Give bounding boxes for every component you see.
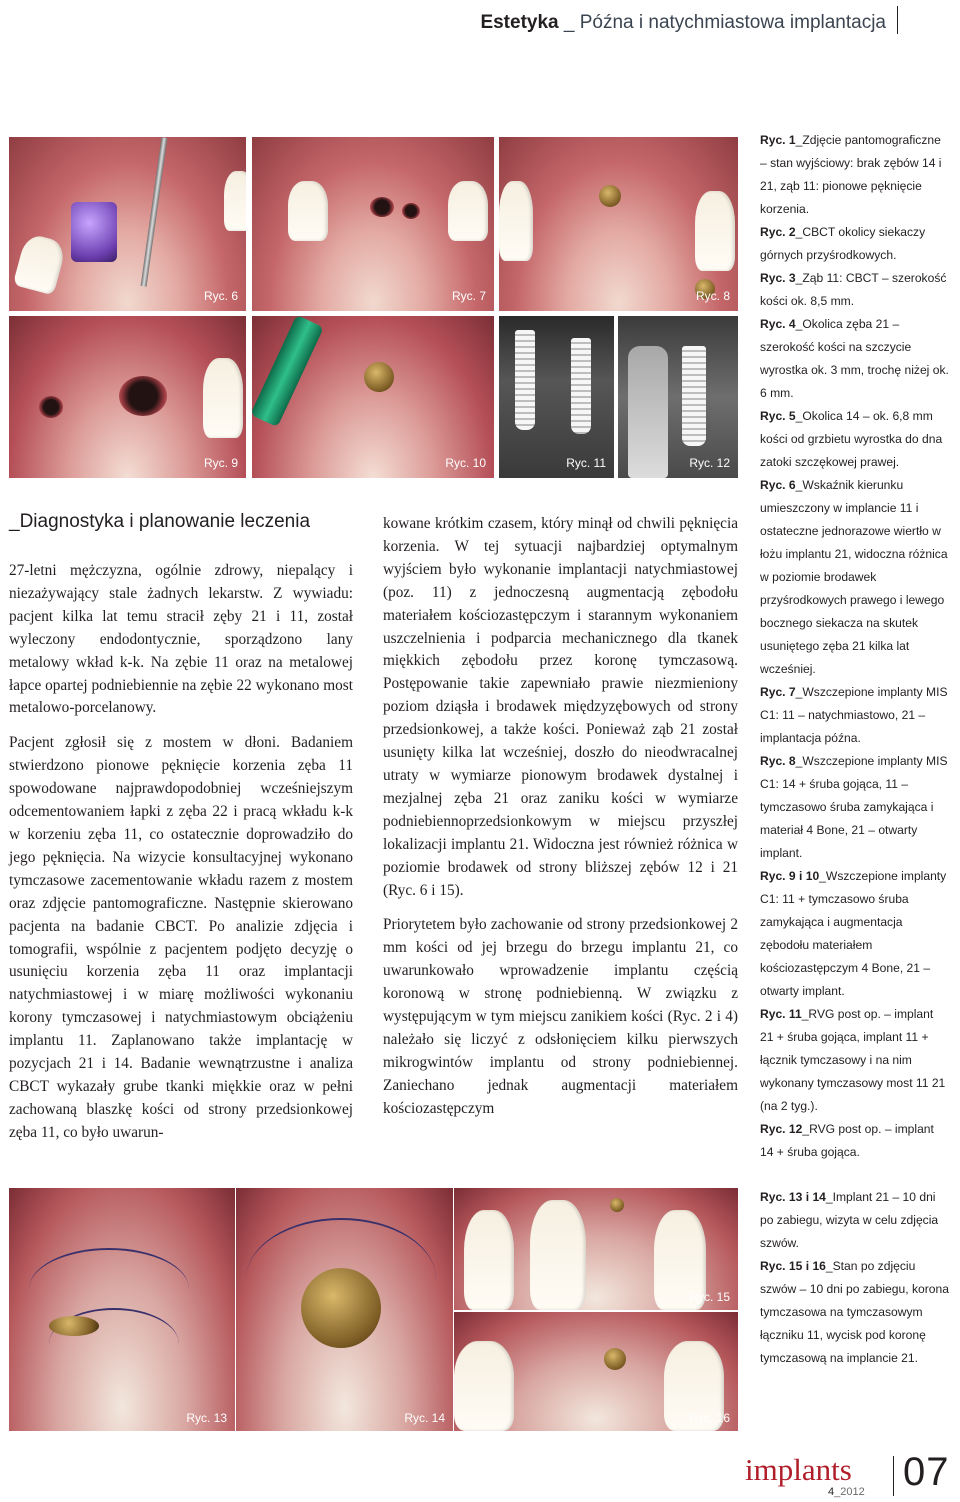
figure-16-caption: Ryc. 16 xyxy=(689,1411,730,1425)
figure-11-caption: Ryc. 11 xyxy=(566,456,606,470)
tooth-radiograph xyxy=(628,346,668,478)
tooth xyxy=(499,181,533,261)
healing-screw xyxy=(610,1198,624,1212)
header-separator: _ xyxy=(558,12,580,33)
caption-label: Ryc. 3 xyxy=(760,271,796,285)
healing-screw xyxy=(604,1348,626,1370)
page-number: 07 xyxy=(903,1450,950,1494)
figure-10-photo xyxy=(252,316,494,478)
body-column-middle xyxy=(383,513,738,1121)
implant-site xyxy=(370,197,394,217)
tooth xyxy=(203,358,243,438)
caption-text: _CBCT okolicy siekaczy górnych przyśrodkowych. xyxy=(760,225,926,262)
tooth xyxy=(13,232,68,295)
caption xyxy=(760,221,950,267)
figure-16-photo xyxy=(454,1312,738,1431)
caption-label: Ryc. 9 i 10 xyxy=(760,869,820,883)
caption xyxy=(760,267,950,313)
caption xyxy=(760,681,950,750)
caption-label: Ryc. 12 xyxy=(760,1122,803,1136)
caption-label: Ryc. 15 i 16 xyxy=(760,1259,826,1273)
tooth xyxy=(695,191,735,271)
caption-label: Ryc. 4 xyxy=(760,317,796,331)
caption-label: Ryc. 8 xyxy=(760,754,796,768)
implant-site xyxy=(402,203,420,219)
body-column-left xyxy=(9,560,353,1145)
healing-screw xyxy=(599,185,621,207)
section-heading: _Diagnostyka i planowanie leczenia xyxy=(9,511,311,532)
caption xyxy=(760,1003,950,1118)
caption xyxy=(760,750,950,865)
figure-15-caption: Ryc. 15 xyxy=(689,1290,730,1304)
tooth xyxy=(454,1341,514,1431)
header-subtitle: Późna i natychmiastowa implantacja xyxy=(579,12,886,33)
figure-12-xray xyxy=(618,316,738,478)
figure-7-caption: Ryc. 7 xyxy=(451,289,486,303)
implant-site xyxy=(119,376,167,416)
issue-year: _2012 xyxy=(834,1486,865,1498)
caption-label: Ryc. 5 xyxy=(760,409,796,423)
figure-13-photo xyxy=(9,1188,235,1431)
header-section: Estetyka xyxy=(480,12,559,33)
figure-8-caption: Ryc. 8 xyxy=(695,289,730,303)
running-header xyxy=(480,12,886,34)
tooth xyxy=(288,181,328,241)
figure-6-photo xyxy=(9,137,246,311)
figure-9-photo xyxy=(9,316,246,478)
implant-radiograph xyxy=(682,346,706,446)
paragraph: Pacjent zgłosił się z mostem w dłoni. Badaniem stwierdzono pionowe pęknięcie korzenia zęba 11 spowodowane najprawdopodobniej wcześniejszym odcementowaniem łapki z zęba 22 i pracą wkładu k-k w korzeniu zęba 11, co ostatecznie doprowadziło do jego pęknięcia. Na wizycie konsultacyjnej wykonano tymczasowe zacementowanie wkładu razem z mostem oraz zdjęcie pantomograficzne. Następnie skierowano pacjenta na badanie CBCT. Po analizie zdjęcia i tomografii, wspólnie z pacjentem podjęto decyzję o usunięciu korzenia zęba 11 oraz implantacji natychmiastowej i w miarę możliwości wykonaniu korony tymczasowej i natychmiastowym obciążeniu implantu 11. Zaplanowano także implantację w pozycjach 21 i 14. Badanie wewnątrzustne i analiza CBCT wykazały grube tkanki miękkie oraz w pełni zachowaną blaszkę kości od strony przedsionkowej zęba 11, co było uwarun- xyxy=(9,734,353,1141)
healing-screw xyxy=(301,1268,381,1348)
caption xyxy=(760,1186,950,1255)
caption-text: _RVG post op. – implant 21 + śruba gojąca, implant 11 + łącznik tymczasowy i na nim wykonany tymczasowy most 11 21 (na 2 tyg.). xyxy=(760,1007,946,1113)
temporary-crown xyxy=(530,1200,586,1310)
caption-text: _Wszczepione implanty C1: 11 + tymczasowo śruba zamykająca i augmentacja zębodołu materiałem kościozastępczym 4 Bone, 21 – otwarty implant. xyxy=(760,869,947,998)
paragraph: Priorytetem było zachowanie od strony przedsionkowej 2 mm kości od jej brzegu do brzegu implantu 21, co uwarunkowało wprowadzenie implantu częścią koronową w stronę podniebienną. W związku z występującym w tym miejscu zanikiem kości (Ryc. 2 i 4) należało się liczyć z odsłonięciem kilku pierwszych mikrogwintów implantu od strony podniebiennej. Zaniechano jednak augmentacji materiałem kościozastępczym xyxy=(383,916,738,1117)
caption-label: Ryc. 2 xyxy=(760,225,796,239)
paragraph: 27-letni mężczyzna, ogólnie zdrowy, niepalący i niezażywający stale żadnych lekarstw. Z wywiadu: pacjent kilka lat temu stracił zęby 21 i 11, został wyleczony endodontycznie, sporządzono lany metalowy wkład k-k. Na zębie 11 oraz na metalowej łapce opartej podniebiennie na zębie 22 wykonano most metalowo-porcelanowy. xyxy=(9,562,353,717)
caption xyxy=(760,474,950,681)
caption-text: _Wskaźnik kierunku umieszczony w implancie 11 i ostateczne jednorazowe wiertło w łożu implantu 21, widoczna różnica w poziomie brodawek przyśrodkowych prawego i lewego bocznego siekacza na skutek usuniętego zęba 21 kilka lat wcześniej. xyxy=(760,478,948,676)
tooth xyxy=(464,1210,514,1310)
caption-label: Ryc. 11 xyxy=(760,1007,802,1021)
figure-6-caption: Ryc. 6 xyxy=(203,289,238,303)
issue-num: 4 xyxy=(828,1486,835,1498)
caption-label: Ryc. 6 xyxy=(760,478,796,492)
figure-9-caption: Ryc. 9 xyxy=(203,456,238,470)
caption xyxy=(760,1118,950,1164)
figure-14-photo xyxy=(236,1188,453,1431)
caption-text: _Ząb 11: CBCT – szerokość kości ok. 8,5 mm. xyxy=(760,271,947,308)
caption-text: _RVG post op. – implant 14 + śruba gojąca. xyxy=(760,1122,934,1159)
figure-captions-13-16 xyxy=(760,1186,950,1370)
figure-14-caption: Ryc. 14 xyxy=(404,1411,445,1425)
figure-12-caption: Ryc. 12 xyxy=(689,456,730,470)
implant-radiograph xyxy=(571,338,591,434)
caption-text: _Implant 21 – 10 dni po zabiegu, wizyta w celu zdjęcia szwów. xyxy=(760,1190,939,1250)
magazine-logo: implants xyxy=(745,1452,852,1487)
figure-13-caption: Ryc. 13 xyxy=(186,1411,227,1425)
caption-label: Ryc. 1 xyxy=(760,133,796,147)
caption xyxy=(760,865,950,1003)
healing-screw xyxy=(49,1316,99,1336)
caption-label: Ryc. 7 xyxy=(760,685,796,699)
tooth xyxy=(448,181,488,241)
caption-text: _Okolica 14 – ok. 6,8 mm kości od grzbietu wyrostka do dna zatoki szczękowej prawej. xyxy=(760,409,943,469)
figure-11-xray xyxy=(499,316,614,478)
caption-text: _Wszczepione implanty MIS C1: 11 – natychmiastowo, 21 – implantacja późna. xyxy=(760,685,948,745)
figure-10-caption: Ryc. 10 xyxy=(445,456,486,470)
cover-screw xyxy=(364,362,394,392)
figure-15-photo xyxy=(454,1188,738,1310)
paragraph: kowane krótkim czasem, który minął od chwili pęknięcia korzenia. W tej sytuacji najbardziej optymalnym wyjściem było wykonanie implantacji natychmiastowej (poz. 11) z jednoczesną augmentacją zębodołu materiałem kościozastępczym i starannym wykonaniem uszczelnienia i podparcia mechanicznego dla tkanek miękkich zębodołu przez koronę tymczasową. Postępowanie takie zapewniało prawie niezmieniony poziom dziąsła i brodawek międzyzębowych od strony przedsionkowej, a także kości. Ponieważ ząb 21 został usunięty kilka lat wcześniej, doszło do nieodwracalnej utraty w wymiarze pionowym brodawek dystalnej i mezjalnej zęba 21 oraz zaniku kości w wymiarze podniebiennoprzedsionkowym w miejscu przyszłej lokalizacji implantu 21. Widoczna jest również różnica w poziomie brodawek od strony bliższej zębów 12 i 21 (Ryc. 6 i 15). xyxy=(383,515,738,899)
drill-shaft xyxy=(141,137,168,286)
figure-7-photo xyxy=(252,137,494,311)
implant-radiograph xyxy=(515,330,535,430)
caption xyxy=(760,129,950,221)
tooth xyxy=(224,171,246,231)
figure-8-photo xyxy=(499,137,738,311)
caption xyxy=(760,1255,950,1370)
footer-rule xyxy=(893,1456,894,1496)
direction-indicator xyxy=(71,202,117,262)
caption-text: _Zdjęcie pantomograficzne – stan wyjściowy: brak zębów 14 i 21, ząb 11: pionowe pęknięcie korzenia. xyxy=(760,133,942,216)
caption-text: _Wszczepione implanty MIS C1: 14 + śruba gojąca, 11 – tymczasowo śruba zamykająca i materiał 4 Bone, 21 – otwarty implant. xyxy=(760,754,948,860)
caption-label: Ryc. 13 i 14 xyxy=(760,1190,826,1204)
figure-captions-1-12 xyxy=(760,129,950,1164)
caption-text: _Okolica zęba 21 – szerokość kości na szczycie wyrostka ok. 3 mm, trochę niżej ok. 6 mm. xyxy=(760,317,949,400)
header-rule xyxy=(897,6,898,34)
caption-text: _Stan po zdjęciu szwów – 10 dni po zabiegu, korona tymczasowa na tymczasowym łączniku 11, wycisk pod koronę tymczasową na implancie 21. xyxy=(760,1259,949,1365)
instrument xyxy=(252,316,324,427)
caption xyxy=(760,313,950,405)
caption xyxy=(760,405,950,474)
implant-site xyxy=(39,396,63,418)
issue-number xyxy=(828,1486,865,1498)
